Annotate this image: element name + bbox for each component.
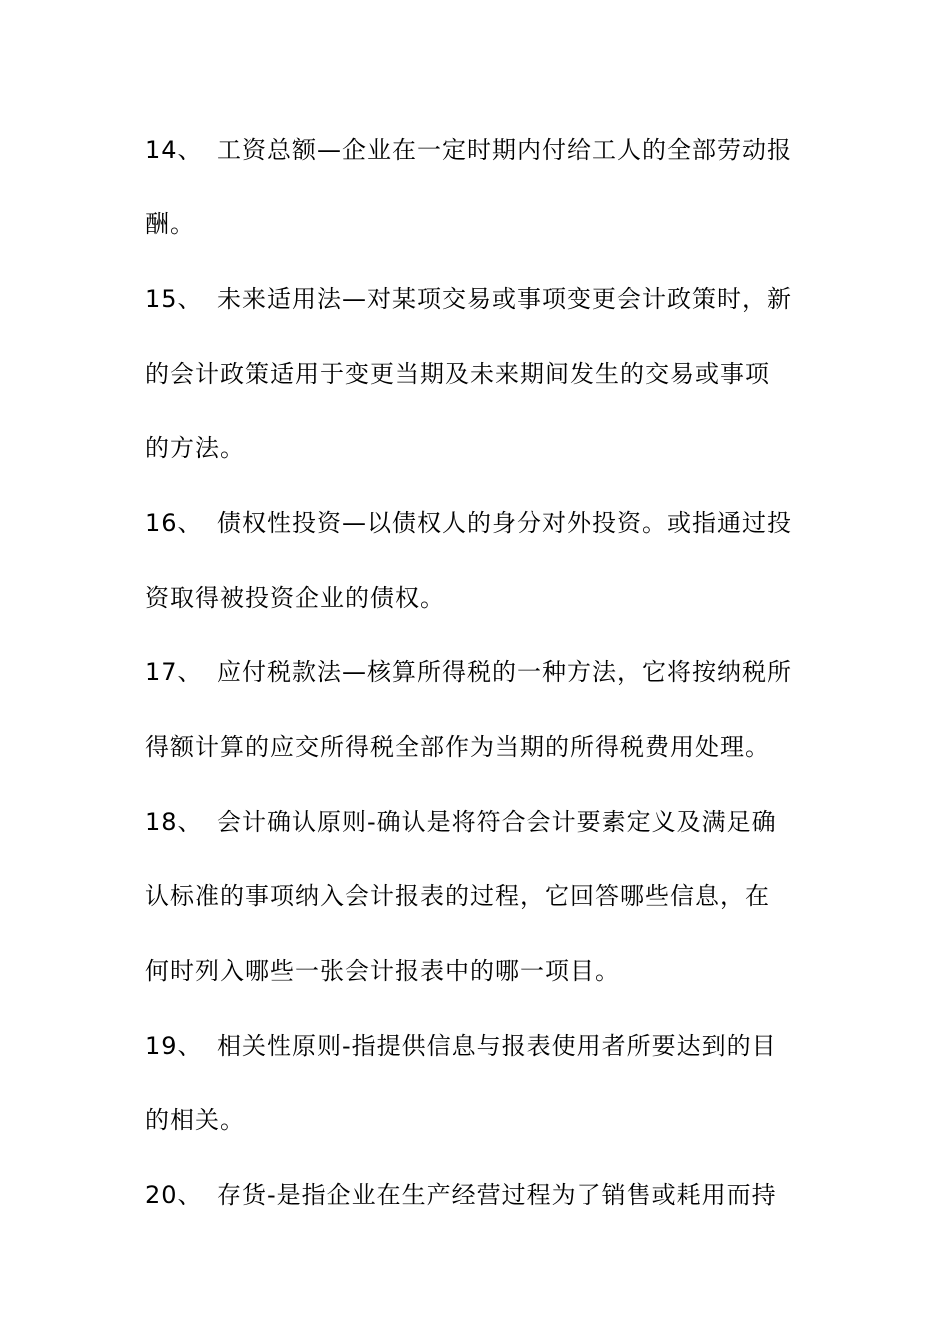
entry-15-line-1	[145, 283, 810, 315]
entry-number: 19、	[145, 1032, 203, 1060]
entry-number: 20、	[145, 1181, 203, 1209]
entry-15-line-3	[145, 432, 810, 464]
entry-19-line-2	[145, 1104, 810, 1136]
entry-text: 认标准的事项纳入会计报表的过程，它回答哪些信息，在	[145, 882, 770, 910]
entry-19-line-1	[145, 1030, 810, 1062]
entry-text: 的方法。	[145, 434, 245, 462]
entry-18-line-2	[145, 880, 810, 912]
entry-text: 的相关。	[145, 1106, 245, 1134]
entry-17-line-2	[145, 731, 810, 763]
entry-text: 相关性原则-指提供信息与报表使用者所要达到的目	[217, 1032, 777, 1060]
entry-number: 17、	[145, 658, 203, 686]
entry-14-line-1	[145, 134, 810, 166]
entry-number: 16、	[145, 509, 203, 537]
entry-number: 18、	[145, 808, 203, 836]
entry-18-line-1	[145, 806, 810, 838]
entry-text: 存货-是指企业在生产经营过程为了销售或耗用而持	[217, 1181, 777, 1209]
entry-text: 酬。	[145, 210, 195, 238]
entry-14-line-2	[145, 208, 810, 240]
entry-16-line-1	[145, 507, 810, 539]
entry-17-line-1	[145, 656, 810, 688]
entry-15-line-2	[145, 358, 810, 390]
entry-16-line-2	[145, 582, 810, 614]
entry-text: 会计确认原则-确认是将符合会计要素定义及满足确	[217, 808, 777, 836]
entry-20-line-1	[145, 1179, 810, 1211]
entry-text: 应付税款法—核算所得税的一种方法，它将按纳税所	[217, 658, 792, 686]
entry-text: 未来适用法—对某项交易或事项变更会计政策时，新	[217, 285, 792, 313]
entry-text: 资取得被投资企业的债权。	[145, 584, 445, 612]
entry-text: 的会计政策适用于变更当期及未来期间发生的交易或事项	[145, 360, 770, 388]
entry-number: 14、	[145, 136, 203, 164]
entry-text: 得额计算的应交所得税全部作为当期的所得税费用处理。	[145, 733, 770, 761]
entry-text: 债权性投资—以债权人的身分对外投资。或指通过投	[217, 509, 792, 537]
entry-text: 何时列入哪些一张会计报表中的哪一项目。	[145, 957, 620, 985]
entry-text: 工资总额—企业在一定时期内付给工人的全部劳动报	[217, 136, 792, 164]
entry-number: 15、	[145, 285, 203, 313]
entry-18-line-3	[145, 955, 810, 987]
